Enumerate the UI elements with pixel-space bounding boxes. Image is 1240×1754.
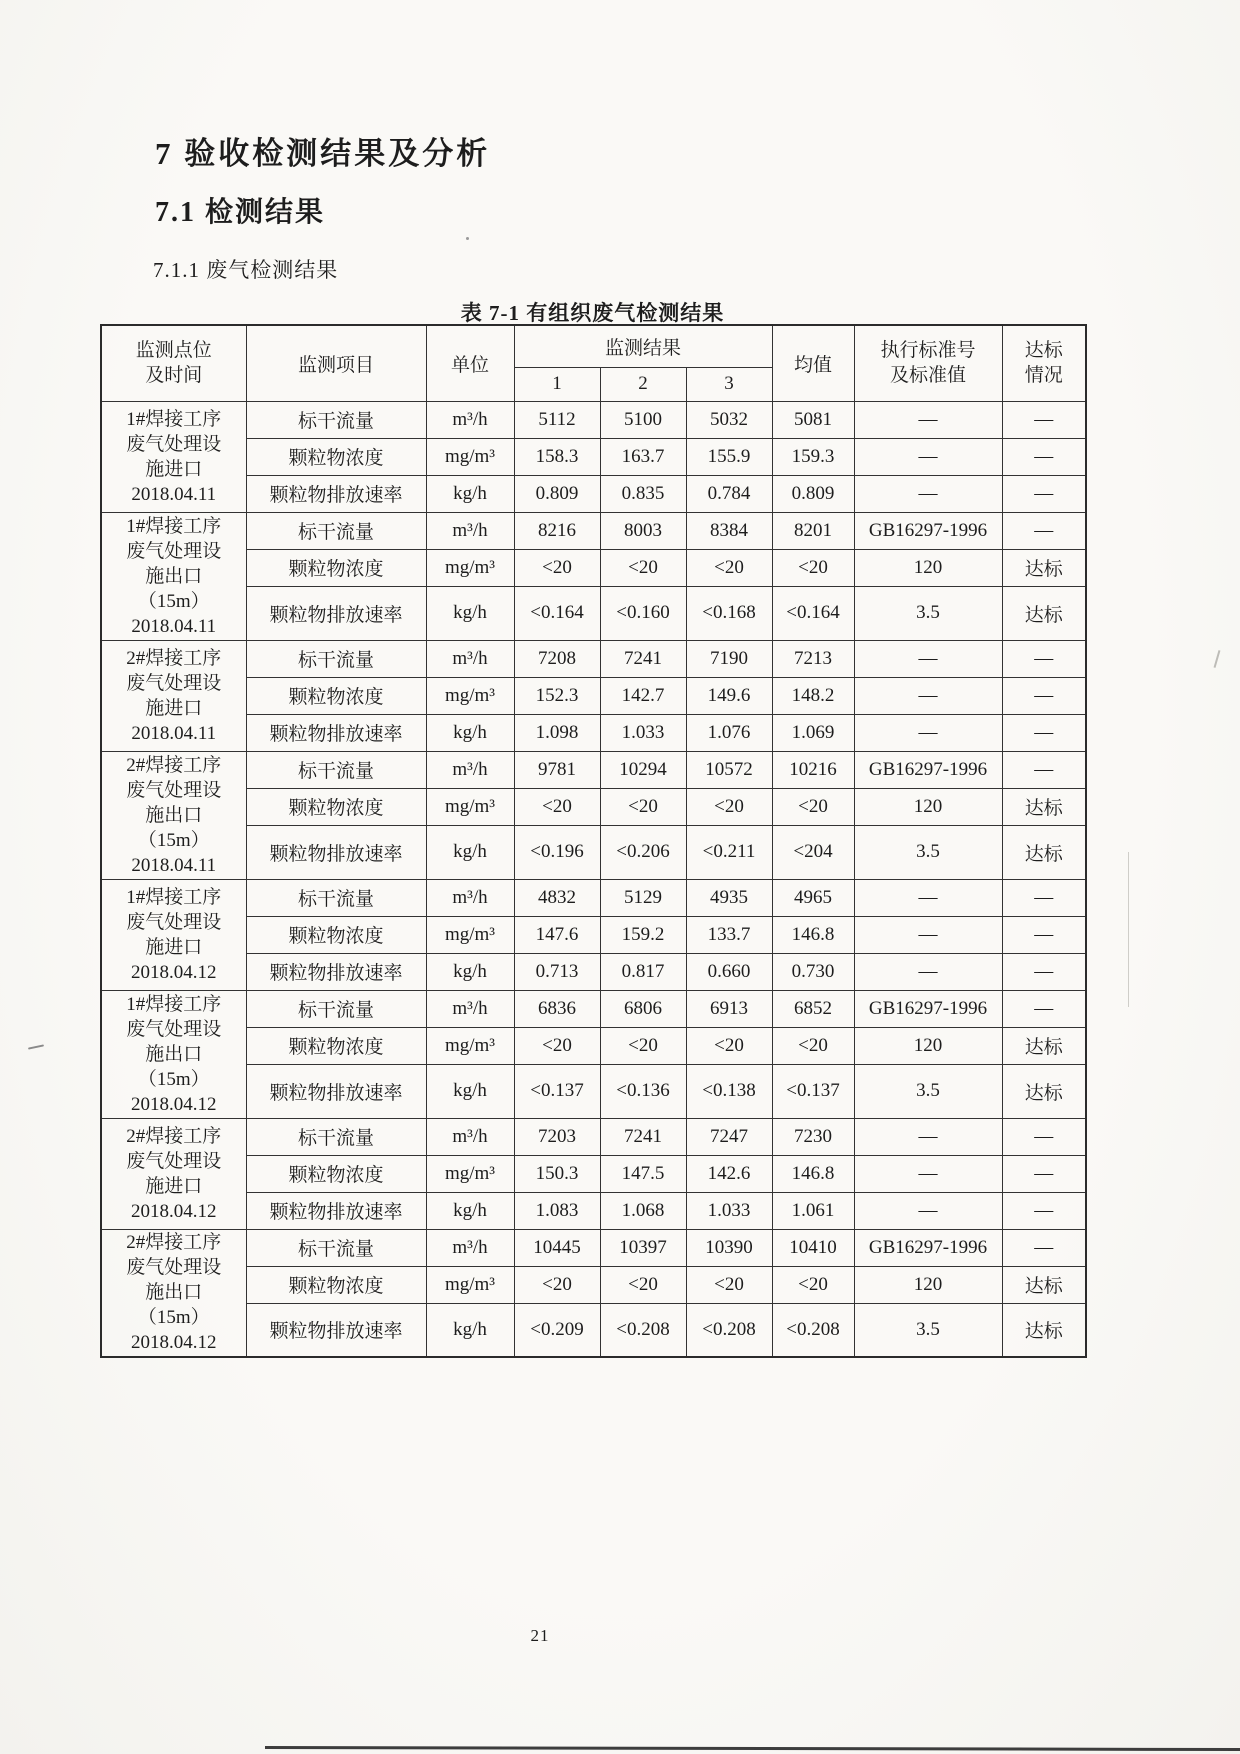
compliance-cell: 达标 — [1002, 788, 1086, 825]
item-cell: 颗粒物排放速率 — [246, 825, 426, 879]
unit-cell: mg/m³ — [426, 1155, 514, 1192]
monitoring-point-line: 2#焊接工序 — [126, 754, 222, 776]
section-heading: 7 验收检测结果及分析 — [155, 136, 491, 171]
mean-cell: 7213 — [772, 640, 854, 677]
standard-cell: — — [854, 1118, 1002, 1155]
result-2-cell: <0.208 — [600, 1303, 686, 1357]
standard-cell: 3.5 — [854, 1303, 1002, 1357]
result-2-cell: 7241 — [600, 640, 686, 677]
standard-cell: — — [854, 916, 1002, 953]
subsubsection-heading: 7.1.1 废气检测结果 — [153, 258, 339, 282]
result-1-cell: 1.083 — [514, 1192, 600, 1229]
item-cell: 标干流量 — [246, 640, 426, 677]
header-monitoring-point-line1: 监测点位 — [135, 340, 212, 362]
unit-cell: mg/m³ — [426, 1266, 514, 1303]
standard-cell: GB16297-1996 — [854, 990, 1002, 1027]
mean-cell: <0.208 — [772, 1303, 854, 1357]
result-2-cell: 5129 — [600, 879, 686, 916]
result-1-cell: <0.164 — [514, 586, 600, 640]
result-2-cell: 163.7 — [600, 438, 686, 475]
result-1-cell: 7203 — [514, 1118, 600, 1155]
result-1-cell: 4832 — [514, 879, 600, 916]
table-row — [101, 751, 1086, 788]
unit-cell: m³/h — [426, 751, 514, 788]
item-cell: 颗粒物排放速率 — [246, 475, 426, 512]
mean-cell: 1.069 — [772, 714, 854, 751]
monitoring-point-line: 施出口 — [145, 804, 203, 826]
table-row — [101, 1266, 1086, 1303]
item-cell: 标干流量 — [246, 1118, 426, 1155]
mean-cell: 6852 — [772, 990, 854, 1027]
result-3-cell: 10390 — [686, 1229, 772, 1266]
header-mean: 均值 — [772, 325, 854, 401]
mean-cell: <0.137 — [772, 1064, 854, 1118]
unit-cell: m³/h — [426, 401, 514, 438]
monitoring-point-line: 1#焊接工序 — [126, 408, 222, 430]
unit-cell: mg/m³ — [426, 438, 514, 475]
compliance-cell: 达标 — [1002, 549, 1086, 586]
unit-cell: kg/h — [426, 825, 514, 879]
result-3-cell: <0.168 — [686, 586, 772, 640]
result-1-cell: 0.713 — [514, 953, 600, 990]
compliance-cell: — — [1002, 512, 1086, 549]
monitoring-point-line: 施进口 — [145, 936, 203, 958]
item-cell: 标干流量 — [246, 512, 426, 549]
compliance-cell: — — [1002, 475, 1086, 512]
compliance-cell: — — [1002, 1118, 1086, 1155]
monitoring-point-line: 废气处理设 — [126, 1257, 222, 1279]
result-3-cell: <20 — [686, 549, 772, 586]
compliance-cell: 达标 — [1002, 1064, 1086, 1118]
mean-cell: <0.164 — [772, 586, 854, 640]
header-compliance-line2: 情况 — [1024, 365, 1063, 387]
result-3-cell: <20 — [686, 788, 772, 825]
result-3-cell: <20 — [686, 1266, 772, 1303]
subsection-heading: 7.1 检测结果 — [155, 197, 326, 228]
compliance-cell: 达标 — [1002, 1027, 1086, 1064]
monitoring-point-line: （15m） — [137, 590, 210, 612]
result-3-cell: 4935 — [686, 879, 772, 916]
unit-cell: mg/m³ — [426, 916, 514, 953]
result-3-cell: 6913 — [686, 990, 772, 1027]
standard-cell: 120 — [854, 549, 1002, 586]
result-3-cell: 7247 — [686, 1118, 772, 1155]
mean-cell: 5081 — [772, 401, 854, 438]
result-2-cell: 147.5 — [600, 1155, 686, 1192]
standard-cell: — — [854, 475, 1002, 512]
table-row — [101, 586, 1086, 640]
result-2-cell: <20 — [600, 1266, 686, 1303]
compliance-cell: — — [1002, 916, 1086, 953]
result-3-cell: <0.138 — [686, 1064, 772, 1118]
page-number: 21 — [530, 1626, 550, 1645]
standard-cell: 120 — [854, 1027, 1002, 1064]
standard-cell: — — [854, 1155, 1002, 1192]
monitoring-point-line: 施出口 — [145, 1043, 203, 1065]
monitoring-point-line: 施进口 — [145, 697, 203, 719]
standard-cell: — — [854, 677, 1002, 714]
table-row — [101, 640, 1086, 677]
table-row — [101, 1027, 1086, 1064]
result-1-cell: <0.196 — [514, 825, 600, 879]
unit-cell: m³/h — [426, 990, 514, 1027]
item-cell: 颗粒物浓度 — [246, 1155, 426, 1192]
mean-cell: 1.061 — [772, 1192, 854, 1229]
table-row — [101, 401, 1086, 438]
compliance-cell: — — [1002, 1192, 1086, 1229]
standard-cell: GB16297-1996 — [854, 1229, 1002, 1266]
item-cell: 标干流量 — [246, 1229, 426, 1266]
table-row — [101, 990, 1086, 1027]
standard-cell: — — [854, 401, 1002, 438]
unit-cell: mg/m³ — [426, 549, 514, 586]
standard-cell: 120 — [854, 1266, 1002, 1303]
monitoring-point-cell — [101, 640, 246, 751]
scan-edge-artifact — [265, 1746, 1240, 1751]
item-cell: 标干流量 — [246, 879, 426, 916]
unit-cell: mg/m³ — [426, 677, 514, 714]
standard-cell: — — [854, 879, 1002, 916]
standard-cell: — — [854, 438, 1002, 475]
monitoring-point-line: 2#焊接工序 — [126, 1232, 222, 1254]
mean-cell: 8201 — [772, 512, 854, 549]
monitoring-point-line: 废气处理设 — [126, 672, 222, 694]
monitoring-point-line: 施进口 — [145, 1175, 203, 1197]
item-cell: 颗粒物浓度 — [246, 788, 426, 825]
monitoring-point-line: 废气处理设 — [126, 911, 222, 933]
monitoring-point-line: 2#焊接工序 — [126, 1125, 222, 1147]
compliance-cell: — — [1002, 640, 1086, 677]
result-1-cell: <0.209 — [514, 1303, 600, 1357]
monitoring-point-line: 2018.04.12 — [131, 1093, 217, 1115]
monitoring-point-cell — [101, 879, 246, 990]
result-2-cell: 0.835 — [600, 475, 686, 512]
result-3-cell: 149.6 — [686, 677, 772, 714]
item-cell: 颗粒物浓度 — [246, 1027, 426, 1064]
monitoring-point-cell — [101, 512, 246, 640]
item-cell: 标干流量 — [246, 401, 426, 438]
monitoring-point-line: 2#焊接工序 — [126, 647, 222, 669]
standard-cell: 3.5 — [854, 1064, 1002, 1118]
monitoring-point-cell — [101, 751, 246, 879]
unit-cell: m³/h — [426, 1118, 514, 1155]
monitoring-point-line: （15m） — [137, 1068, 210, 1090]
result-3-cell: 155.9 — [686, 438, 772, 475]
table-row — [101, 512, 1086, 549]
result-2-cell: 5100 — [600, 401, 686, 438]
result-1-cell: <20 — [514, 788, 600, 825]
header-result-2: 2 — [600, 367, 686, 401]
table-caption: 表 7-1 有组织废气检测结果 — [460, 301, 725, 325]
standard-cell: — — [854, 640, 1002, 677]
unit-cell: kg/h — [426, 475, 514, 512]
result-1-cell: 9781 — [514, 751, 600, 788]
mean-cell: 0.730 — [772, 953, 854, 990]
header-standard-line2: 及标准值 — [890, 365, 967, 387]
item-cell: 颗粒物排放速率 — [246, 714, 426, 751]
result-2-cell: 142.7 — [600, 677, 686, 714]
mean-cell: <204 — [772, 825, 854, 879]
table-row — [101, 953, 1086, 990]
header-monitoring-point — [101, 325, 246, 401]
header-compliance — [1002, 325, 1086, 401]
mean-cell: 4965 — [772, 879, 854, 916]
table-row — [101, 677, 1086, 714]
result-3-cell: 0.784 — [686, 475, 772, 512]
monitoring-point-line: 1#焊接工序 — [126, 515, 222, 537]
table-row — [101, 825, 1086, 879]
monitoring-point-line: 2018.04.12 — [131, 1200, 217, 1222]
mean-cell: 146.8 — [772, 916, 854, 953]
result-2-cell: 1.033 — [600, 714, 686, 751]
mean-cell: <20 — [772, 788, 854, 825]
compliance-cell: — — [1002, 1155, 1086, 1192]
monitoring-point-line: 2018.04.11 — [131, 722, 217, 744]
compliance-cell: — — [1002, 953, 1086, 990]
table-row — [101, 475, 1086, 512]
result-1-cell: 6836 — [514, 990, 600, 1027]
compliance-cell: — — [1002, 714, 1086, 751]
monitoring-point-cell — [101, 401, 246, 512]
table-row — [101, 1064, 1086, 1118]
monitoring-point-line: 废气处理设 — [126, 1150, 222, 1172]
monitoring-point-line: 1#焊接工序 — [126, 886, 222, 908]
monitoring-point-line: 废气处理设 — [126, 1018, 222, 1040]
unit-cell: kg/h — [426, 586, 514, 640]
item-cell: 标干流量 — [246, 751, 426, 788]
compliance-cell: — — [1002, 401, 1086, 438]
monitoring-point-line: 2018.04.11 — [131, 615, 217, 637]
item-cell: 颗粒物浓度 — [246, 916, 426, 953]
result-2-cell: 10294 — [600, 751, 686, 788]
standard-cell: GB16297-1996 — [854, 751, 1002, 788]
compliance-cell: 达标 — [1002, 586, 1086, 640]
monitoring-point-cell — [101, 990, 246, 1118]
monitoring-point-line: 施出口 — [145, 565, 203, 587]
standard-cell: 120 — [854, 788, 1002, 825]
result-1-cell: 7208 — [514, 640, 600, 677]
result-2-cell: <20 — [600, 788, 686, 825]
result-1-cell: <20 — [514, 549, 600, 586]
item-cell: 颗粒物排放速率 — [246, 1303, 426, 1357]
result-1-cell: 8216 — [514, 512, 600, 549]
standard-cell: — — [854, 714, 1002, 751]
result-2-cell: 159.2 — [600, 916, 686, 953]
scan-mark-artifact — [28, 1044, 44, 1049]
header-standard-line1: 执行标准号 — [880, 340, 976, 362]
item-cell: 标干流量 — [246, 990, 426, 1027]
result-1-cell: 1.098 — [514, 714, 600, 751]
compliance-cell: — — [1002, 751, 1086, 788]
monitoring-point-line: 施进口 — [145, 458, 203, 480]
table-row — [101, 1118, 1086, 1155]
scan-slash-artifact — [1214, 650, 1221, 668]
mean-cell: 159.3 — [772, 438, 854, 475]
standard-cell: — — [854, 953, 1002, 990]
result-2-cell: <0.160 — [600, 586, 686, 640]
header-result-3: 3 — [686, 367, 772, 401]
mean-cell: <20 — [772, 549, 854, 586]
monitoring-point-line: （15m） — [137, 1307, 210, 1329]
mean-cell: 148.2 — [772, 677, 854, 714]
result-3-cell: <0.208 — [686, 1303, 772, 1357]
table-row — [101, 916, 1086, 953]
unit-cell: kg/h — [426, 1303, 514, 1357]
table-row — [101, 879, 1086, 916]
table-row — [101, 1229, 1086, 1266]
monitoring-point-line: （15m） — [137, 829, 210, 851]
mean-cell: 10410 — [772, 1229, 854, 1266]
result-3-cell: <0.211 — [686, 825, 772, 879]
monitoring-point-line: 废气处理设 — [126, 779, 222, 801]
unit-cell: kg/h — [426, 714, 514, 751]
result-3-cell: 10572 — [686, 751, 772, 788]
result-3-cell: 5032 — [686, 401, 772, 438]
mean-cell: 10216 — [772, 751, 854, 788]
item-cell: 颗粒物排放速率 — [246, 953, 426, 990]
standard-cell: GB16297-1996 — [854, 512, 1002, 549]
emission-results-table — [100, 324, 1087, 1358]
item-cell: 颗粒物浓度 — [246, 549, 426, 586]
compliance-cell: — — [1002, 879, 1086, 916]
monitoring-point-line: 2018.04.11 — [131, 854, 217, 876]
result-1-cell: 158.3 — [514, 438, 600, 475]
item-cell: 颗粒物排放速率 — [246, 586, 426, 640]
monitoring-point-cell — [101, 1229, 246, 1357]
unit-cell: m³/h — [426, 879, 514, 916]
header-standard — [854, 325, 1002, 401]
result-1-cell: 150.3 — [514, 1155, 600, 1192]
monitoring-point-line: 2018.04.12 — [131, 961, 217, 983]
mean-cell: 0.809 — [772, 475, 854, 512]
result-3-cell: 133.7 — [686, 916, 772, 953]
result-2-cell: 8003 — [600, 512, 686, 549]
header-item: 监测项目 — [246, 325, 426, 401]
result-1-cell: <0.137 — [514, 1064, 600, 1118]
result-3-cell: 1.033 — [686, 1192, 772, 1229]
compliance-cell: — — [1002, 438, 1086, 475]
result-1-cell: 147.6 — [514, 916, 600, 953]
item-cell: 颗粒物浓度 — [246, 677, 426, 714]
item-cell: 颗粒物排放速率 — [246, 1064, 426, 1118]
scan-speck-artifact — [466, 237, 469, 240]
monitoring-point-line: 2018.04.11 — [131, 483, 217, 505]
header-compliance-line1: 达标 — [1024, 340, 1063, 362]
result-1-cell: 10445 — [514, 1229, 600, 1266]
monitoring-point-line: 2018.04.12 — [131, 1332, 217, 1354]
compliance-cell: 达标 — [1002, 1303, 1086, 1357]
unit-cell: kg/h — [426, 1192, 514, 1229]
result-1-cell: 152.3 — [514, 677, 600, 714]
result-2-cell: 7241 — [600, 1118, 686, 1155]
table-row — [101, 438, 1086, 475]
mean-cell: 7230 — [772, 1118, 854, 1155]
result-1-cell: <20 — [514, 1266, 600, 1303]
unit-cell: m³/h — [426, 1229, 514, 1266]
scan-line-artifact — [1128, 852, 1129, 1007]
unit-cell: mg/m³ — [426, 788, 514, 825]
item-cell: 颗粒物浓度 — [246, 438, 426, 475]
compliance-cell: — — [1002, 677, 1086, 714]
table-row — [101, 1155, 1086, 1192]
table-row — [101, 549, 1086, 586]
mean-cell: <20 — [772, 1266, 854, 1303]
item-cell: 颗粒物浓度 — [246, 1266, 426, 1303]
table-row — [101, 1192, 1086, 1229]
result-2-cell: 1.068 — [600, 1192, 686, 1229]
result-2-cell: <0.136 — [600, 1064, 686, 1118]
mean-cell: 146.8 — [772, 1155, 854, 1192]
result-3-cell: 0.660 — [686, 953, 772, 990]
header-result-1: 1 — [514, 367, 600, 401]
result-2-cell: 6806 — [600, 990, 686, 1027]
table-row — [101, 1303, 1086, 1357]
header-results: 监测结果 — [514, 325, 772, 367]
unit-cell: kg/h — [426, 953, 514, 990]
table-row — [101, 788, 1086, 825]
result-2-cell: <20 — [600, 549, 686, 586]
result-3-cell: 142.6 — [686, 1155, 772, 1192]
mean-cell: <20 — [772, 1027, 854, 1064]
standard-cell: — — [854, 1192, 1002, 1229]
monitoring-point-line: 施出口 — [145, 1282, 203, 1304]
table-row — [101, 714, 1086, 751]
unit-cell: m³/h — [426, 640, 514, 677]
monitoring-point-line: 1#焊接工序 — [126, 993, 222, 1015]
result-3-cell: 8384 — [686, 512, 772, 549]
monitoring-point-line: 废气处理设 — [126, 433, 222, 455]
monitoring-point-cell — [101, 1118, 246, 1229]
unit-cell: m³/h — [426, 512, 514, 549]
result-3-cell: 7190 — [686, 640, 772, 677]
result-2-cell: 10397 — [600, 1229, 686, 1266]
result-1-cell: <20 — [514, 1027, 600, 1064]
result-3-cell: <20 — [686, 1027, 772, 1064]
result-3-cell: 1.076 — [686, 714, 772, 751]
result-2-cell: <0.206 — [600, 825, 686, 879]
compliance-cell: — — [1002, 1229, 1086, 1266]
header-monitoring-point-line2: 及时间 — [145, 365, 203, 387]
compliance-cell: 达标 — [1002, 1266, 1086, 1303]
result-2-cell: 0.817 — [600, 953, 686, 990]
result-1-cell: 5112 — [514, 401, 600, 438]
unit-cell: kg/h — [426, 1064, 514, 1118]
compliance-cell: 达标 — [1002, 825, 1086, 879]
item-cell: 颗粒物排放速率 — [246, 1192, 426, 1229]
result-1-cell: 0.809 — [514, 475, 600, 512]
result-2-cell: <20 — [600, 1027, 686, 1064]
standard-cell: 3.5 — [854, 825, 1002, 879]
standard-cell: 3.5 — [854, 586, 1002, 640]
monitoring-point-line: 废气处理设 — [126, 540, 222, 562]
unit-cell: mg/m³ — [426, 1027, 514, 1064]
header-unit: 单位 — [426, 325, 514, 401]
compliance-cell: — — [1002, 990, 1086, 1027]
